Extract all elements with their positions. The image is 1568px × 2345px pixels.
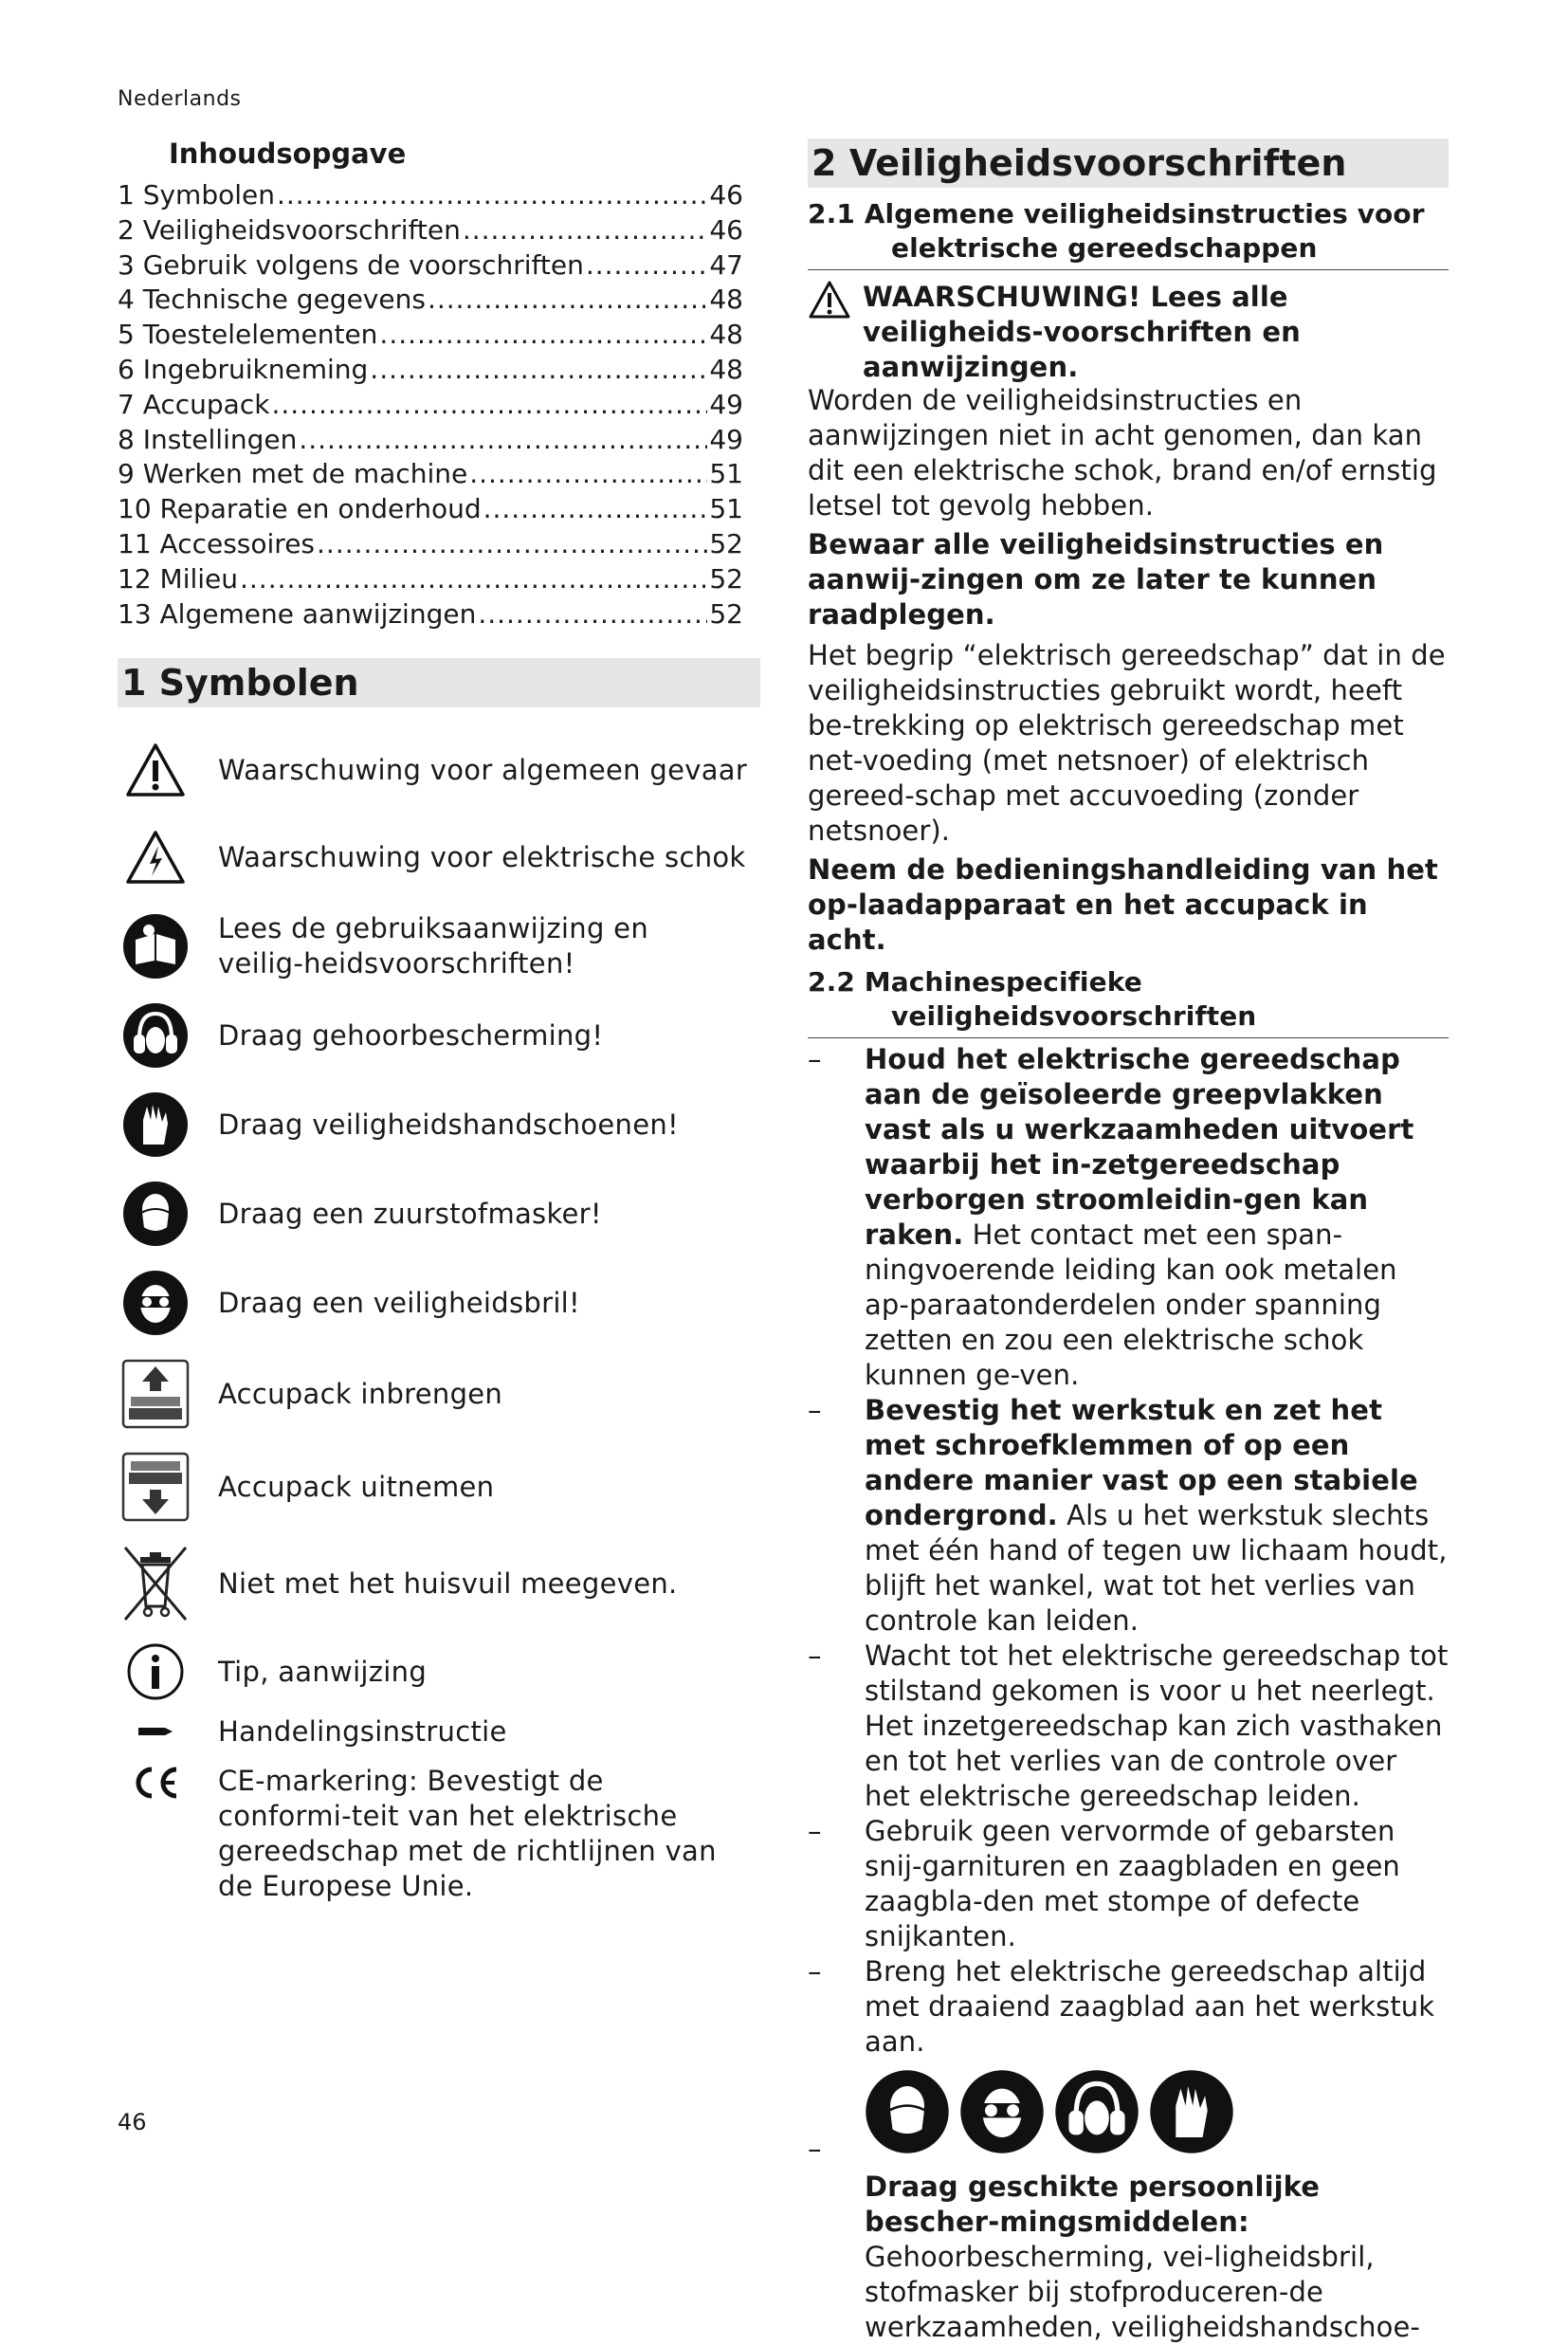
symbol-item [118, 996, 758, 1075]
read-manual-icon [118, 908, 193, 984]
toc-leader-dots [271, 388, 707, 423]
safety-glasses-icon [118, 1265, 193, 1341]
toc-entry-title: 3 Gebruik volgens de voorschriften [118, 248, 584, 281]
warning-heading [863, 280, 1449, 385]
left-column [118, 133, 758, 1904]
toc-leader-dots [277, 178, 707, 213]
list-item-text: Het contact met een span-ningvoerende leiding kan ook metalen ap-paraatonderdelen onder spanning zetten en zou een elektrische schok kunnen ge-ven. [865, 1218, 1397, 1391]
ear-protection-icon [1054, 2069, 1140, 2154]
symbol-item [118, 1354, 758, 1434]
toc-leader-dots [463, 213, 708, 248]
list-item [808, 1814, 1449, 1954]
toc-entry-page: 47 [709, 248, 743, 281]
list-item-text: Breng het elektrische gereedschap altijd met draaiend zaagblad aan het werkstuk aan. [865, 1955, 1435, 2058]
instruction-arrow-icon [118, 1711, 193, 1752]
info-icon [118, 1634, 193, 1710]
toc-entry-page: 51 [709, 493, 743, 525]
toc-entry-title: 13 Algemene aanwijzingen [118, 597, 477, 630]
list-dash: – [808, 2133, 822, 2165]
toc-leader-dots [483, 492, 708, 527]
toc-entry [118, 562, 743, 597]
symbol-text: Handelingsinstructie [218, 1714, 507, 1748]
toc-leader-dots [370, 353, 707, 388]
page-number: 46 [118, 2109, 147, 2135]
respirator-mask-icon [118, 1176, 193, 1252]
subheading-2-2-line2: veiligheidsvoorschriften [891, 1000, 1257, 1032]
symbol-text: Tip, aanwijzing [218, 1655, 428, 1688]
warning-text: Worden de veiligheidsinstructies en aanwijzingen niet in acht genomen, dan kan dit een elektrische schok, brand en/of ernstig letsel tot gevolg hebben. [808, 384, 1437, 522]
subheading-2-1-line1: 2.1 Algemene veiligheidsinstructies voor [808, 198, 1425, 229]
toc-entry-title: 7 Accupack [118, 388, 270, 420]
toc-entry [118, 248, 743, 284]
toc-leader-dots [299, 423, 707, 458]
list-dash: – [808, 1043, 822, 1075]
list-dash: – [808, 1955, 822, 1988]
ppe-icons [865, 2069, 1449, 2154]
table-of-contents [118, 178, 758, 632]
subheading-2-2 [808, 965, 1449, 1038]
list-item-text: Wacht tot het elektrische gereedschap tot stilstand gekomen is voor u het neerlegt. Het inzetgereedschap kan zich vasthaken en tot het verlies van de controle over het elektrische gereedschap leiden. [865, 1640, 1449, 1812]
symbol-text: Accupack inbrengen [218, 1377, 503, 1410]
symbol-list [118, 732, 758, 1904]
battery-insert-icon [118, 1356, 193, 1432]
symbol-item [118, 907, 758, 986]
warning-bold: WAARSCHUWING! Lees alle veiligheids-voorschriften en aanwijzingen. [863, 281, 1301, 383]
toc-entry-page: 52 [709, 597, 743, 630]
toc-entry [118, 597, 743, 632]
symbol-item [118, 1447, 758, 1527]
toc-entry-title: 5 Toestelelementen [118, 319, 378, 351]
section-heading-veiligheid: 2 Veiligheidsvoorschriften [808, 138, 1449, 188]
toc-entry-title: 8 Instellingen [118, 423, 298, 455]
toc-entry-page: 48 [709, 284, 743, 316]
subheading-2-2-line1: 2.2 Machinespecifieke [808, 966, 1142, 998]
symbol-text: Draag veiligheidshandschoenen! [218, 1108, 679, 1141]
section-heading-symbolen: 1 Symbolen [118, 658, 760, 707]
list-item-bold: Houd het elektrische gereedschap aan de geïsoleerde greepvlakken vast als u werkzaamheden uitvoert waarbij het in-zetgereedschap verborgen stroomleidin-gen kan raken. [865, 1043, 1414, 1251]
gloves-icon [118, 1087, 193, 1163]
header-language: Nederlands [118, 87, 242, 111]
list-item [808, 1639, 1449, 1814]
toc-entry [118, 527, 743, 562]
symbol-text: CE-markering: Bevestigt de conformi-teit van het elektrische gereedschap met de richtlijnen van de Europese Unie. [218, 1765, 717, 1903]
warning-block [808, 280, 1449, 385]
symbol-text: Draag een veiligheidsbril! [218, 1286, 580, 1319]
toc-entry-page: 49 [709, 388, 743, 420]
list-item [808, 1954, 1449, 2060]
toc-entry [118, 388, 743, 423]
list-dash: – [808, 1640, 822, 1672]
toc-entry [118, 423, 743, 458]
toc-leader-dots [317, 527, 707, 562]
toc-title: Inhoudsopgave [169, 137, 407, 170]
symbol-text: Waarschuwing voor algemeen gevaar [218, 753, 748, 786]
symbol-text: Accupack uitnemen [218, 1470, 495, 1503]
warning-triangle-icon [118, 732, 193, 808]
toc-entry-title: 2 Veiligheidsvoorschriften [118, 213, 461, 246]
symbol-item [118, 1764, 758, 1904]
term-definition: Het begrip “elektrisch gereedschap” dat in de veiligheidsinstructies gebruikt wordt, heeft be-trekking op elektrisch gereedschap met net-voeding (met netsnoer) of elektrisch gereed-schap met accuvoeding (zonder netsnoer). [808, 639, 1446, 847]
toc-leader-dots [379, 318, 707, 353]
symbol-text: Waarschuwing voor elektrische schok [218, 840, 746, 873]
toc-entry-page: 49 [709, 423, 743, 455]
toc-entry-page: 52 [709, 562, 743, 595]
list-item-bold: Bevestig het werkstuk en zet het met schroefklemmen of op een andere manier vast op een stabiele ondergrond. [865, 1394, 1418, 1531]
symbol-text: Draag gehoorbescherming! [218, 1018, 604, 1052]
weee-bin-icon [118, 1546, 193, 1621]
toc-leader-dots [469, 457, 707, 492]
ppe-text [808, 2170, 1449, 2345]
list-item-text: Gebruik geen vervormde of gebarsten snij-garnituren en zaagbladen en geen zaagbla-den met stompe of defecte snijkanten. [865, 1815, 1400, 1952]
toc-leader-dots [428, 283, 707, 318]
right-column [808, 138, 1449, 2345]
toc-entry-page: 51 [709, 458, 743, 490]
battery-remove-icon [118, 1449, 193, 1525]
keep-instructions: Bewaar alle veiligheidsinstructies en aanwij-zingen om ze later te kunnen raadplegen. [808, 528, 1384, 631]
toc-entry [118, 213, 743, 248]
toc-leader-dots [478, 597, 707, 632]
symbol-item [118, 819, 758, 895]
toc-entry-title: 4 Technische gegevens [118, 284, 426, 316]
symbol-item [118, 1263, 758, 1343]
toc-entry-page: 48 [709, 319, 743, 351]
toc-entry-page: 46 [709, 179, 743, 211]
respirator-mask-icon [865, 2069, 950, 2154]
toc-entry-title: 6 Ingebruikneming [118, 353, 369, 385]
charger-note: Neem de bedieningshandleiding van het op-laadapparaat en het accupack in acht. [808, 853, 1438, 956]
symbol-item [118, 1085, 758, 1164]
toc-entry [118, 283, 743, 318]
toc-entry-title: 1 Symbolen [118, 179, 275, 211]
toc-entry [118, 353, 743, 388]
list-dash: – [808, 1815, 822, 1847]
symbol-item [118, 732, 758, 808]
symbol-item [118, 1711, 758, 1752]
ppe-bold: Draag geschikte persoonlijke bescher-mingsmiddelen: [865, 2171, 1321, 2238]
toc-entry-title: 12 Milieu [118, 562, 238, 595]
toc-entry [118, 318, 743, 353]
subheading-2-1 [808, 197, 1449, 270]
safety-glasses-icon [959, 2069, 1045, 2154]
toc-entry [118, 492, 743, 527]
symbol-item [118, 1639, 758, 1705]
toc-leader-dots [240, 562, 707, 597]
toc-entry-page: 52 [709, 527, 743, 559]
gloves-icon [1149, 2069, 1234, 2154]
ppe-detail: Gehoorbescherming, vei-ligheidsbril, stofmasker bij stofproduceren-de werkzaamheden, veiligheidshandschoe- [865, 2241, 1420, 2343]
toc-entry-page: 48 [709, 353, 743, 385]
ppe-list-item [808, 2069, 1449, 2345]
list-item-text: Als u het werkstuk slechts met één hand of tegen uw lichaam houdt, blijft het wankel, wat tot het verlies van controle kan leiden. [865, 1499, 1448, 1637]
toc-entry [118, 178, 743, 213]
toc-leader-dots [586, 248, 708, 284]
list-dash: – [808, 1394, 822, 1426]
symbol-text: Lees de gebruiksaanwijzing en veilig-heidsvoorschriften! [218, 912, 649, 980]
toc-entry-title: 9 Werken met de machine [118, 458, 468, 490]
subheading-2-1-line2: elektrische gereedschappen [891, 232, 1318, 264]
ear-protection-icon [118, 998, 193, 1073]
list-item [808, 1042, 1449, 1393]
ce-mark-icon [118, 1764, 193, 1811]
toc-entry-title: 11 Accessoires [118, 527, 316, 559]
electric-shock-warning-icon [118, 819, 193, 895]
list-item [808, 1393, 1449, 1639]
symbol-item [118, 1174, 758, 1254]
symbol-text: Draag een zuurstofmasker! [218, 1197, 602, 1230]
toc-entry [118, 457, 743, 492]
toc-entry-title: 10 Reparatie en onderhoud [118, 493, 482, 525]
symbol-text: Niet met het huisvuil meegeven. [218, 1566, 678, 1600]
symbol-item [118, 1544, 758, 1623]
toc-entry-page: 46 [709, 213, 743, 246]
warning-triangle-icon [808, 280, 863, 385]
